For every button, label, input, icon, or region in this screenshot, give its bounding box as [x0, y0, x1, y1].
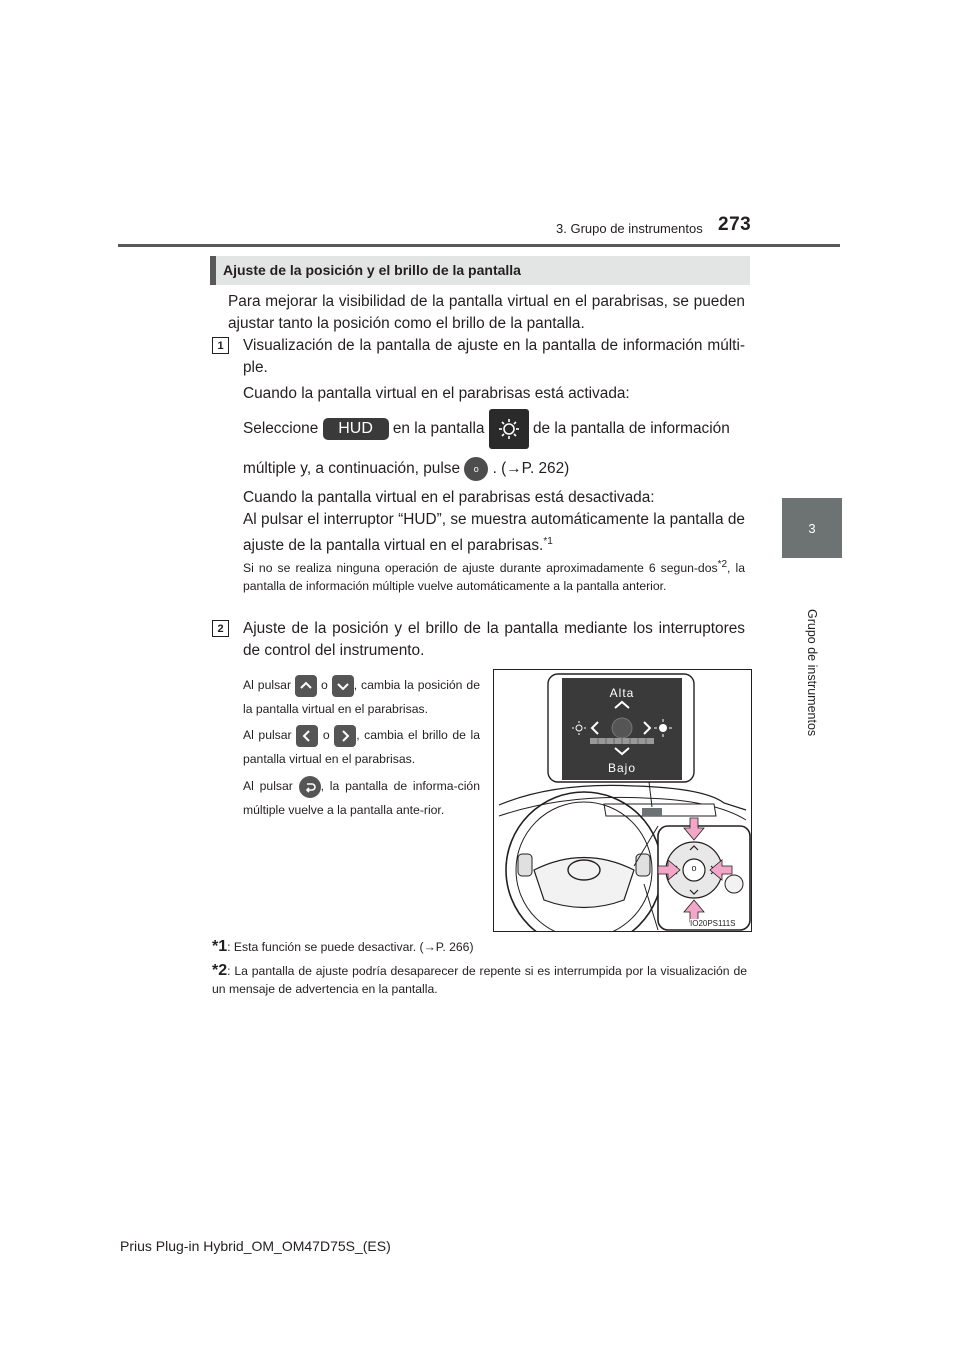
step-2-back-para: Al pulsar , la pantalla de informa-ción múltiple vuelve a la pantalla ante-rior.	[243, 774, 480, 822]
hud-button: HUD	[323, 418, 389, 440]
step-1-case-off-text: Al pulsar el interruptor “HUD”, se muestra automáticamente la pantalla de ajuste de la pantalla virtual en el parabrisas.$^{*1}$	[243, 511, 745, 555]
step-2-title: Ajuste de la posición y el brillo de la pantalla mediante los interruptores de control del instrumento.	[243, 620, 745, 659]
page-number: 273	[718, 214, 752, 235]
illustration-code: IO20PS111S	[690, 919, 736, 928]
control-pad-ok-label: o	[691, 863, 697, 873]
chevron-left-icon	[296, 725, 318, 747]
step-1-title: Visualización de la pantalla de ajuste en la pantalla de información múlti-ple.	[243, 337, 745, 376]
hud-label-bajo: Bajo	[607, 761, 637, 775]
illustration-drawing	[494, 670, 751, 931]
step-1-note: Si no se realiza ninguna operación de ajuste durante aproximadamente 6 segun-dos$^{*2}$, la pantalla de información múltiple vuelve automáticamente a la pantalla anterior.	[243, 559, 745, 594]
ok-button-icon: o	[464, 457, 488, 481]
running-header-section: 3. Grupo de instrumentos	[556, 221, 703, 236]
step-2-brightness-para: Al pulsar o , cambia el brillo de la pantalla virtual en el parabrisas.	[243, 723, 480, 771]
step-2-number: 2	[212, 620, 229, 637]
footnote-ref-1: *1	[543, 536, 553, 547]
step-1-number: 1	[212, 337, 229, 354]
hud-label-alta: Alta	[609, 686, 635, 700]
step-1-case-off: Cuando la pantalla virtual en el parabrisas está desactivada:	[243, 489, 655, 506]
section-heading-bar	[210, 256, 216, 285]
back-icon	[299, 776, 321, 798]
footnote-2: *2: La pantalla de ajuste podría desaparecer de repente si es interrumpida por la visualización de un mensaje de advertencia en la pantalla.	[212, 962, 747, 996]
header-rule	[118, 244, 840, 247]
chapter-tab-label: Grupo de instrumentos	[805, 609, 819, 737]
chapter-tab: 3	[782, 498, 842, 558]
step-1-ok-line: múltiple y, a continuación, pulse o . (→P. 262)	[243, 456, 748, 482]
footnote-ref-2: *2	[717, 559, 728, 570]
step-2-position-para: Al pulsar o , cambia la posición de la pantalla virtual en el parabrisas.	[243, 673, 480, 721]
step-1-select-line: Seleccione HUD en la pantalla de la pantalla de información	[243, 409, 748, 449]
section-title: Ajuste de la posición y el brillo de la pantalla	[223, 262, 521, 278]
document-footer: Prius Plug-in Hybrid_OM_OM47D75S_(ES)	[120, 1238, 391, 1254]
footnote-1: *1: Esta función se puede desactivar. (→P. 266)	[212, 938, 474, 955]
intro-paragraph: Para mejorar la visibilidad de la pantalla virtual en el parabrisas, se pueden ajustar tanto la posición como el brillo de la pantalla.	[228, 293, 745, 332]
step-1-case-on: Cuando la pantalla virtual en el parabrisas está activada:	[243, 385, 630, 402]
section-heading	[210, 256, 750, 285]
hud-adjustment-illustration	[493, 669, 752, 932]
chevron-right-icon	[334, 725, 356, 747]
settings-gear-icon	[489, 409, 529, 449]
chevron-up-icon	[295, 675, 317, 697]
chevron-down-icon	[332, 675, 354, 697]
